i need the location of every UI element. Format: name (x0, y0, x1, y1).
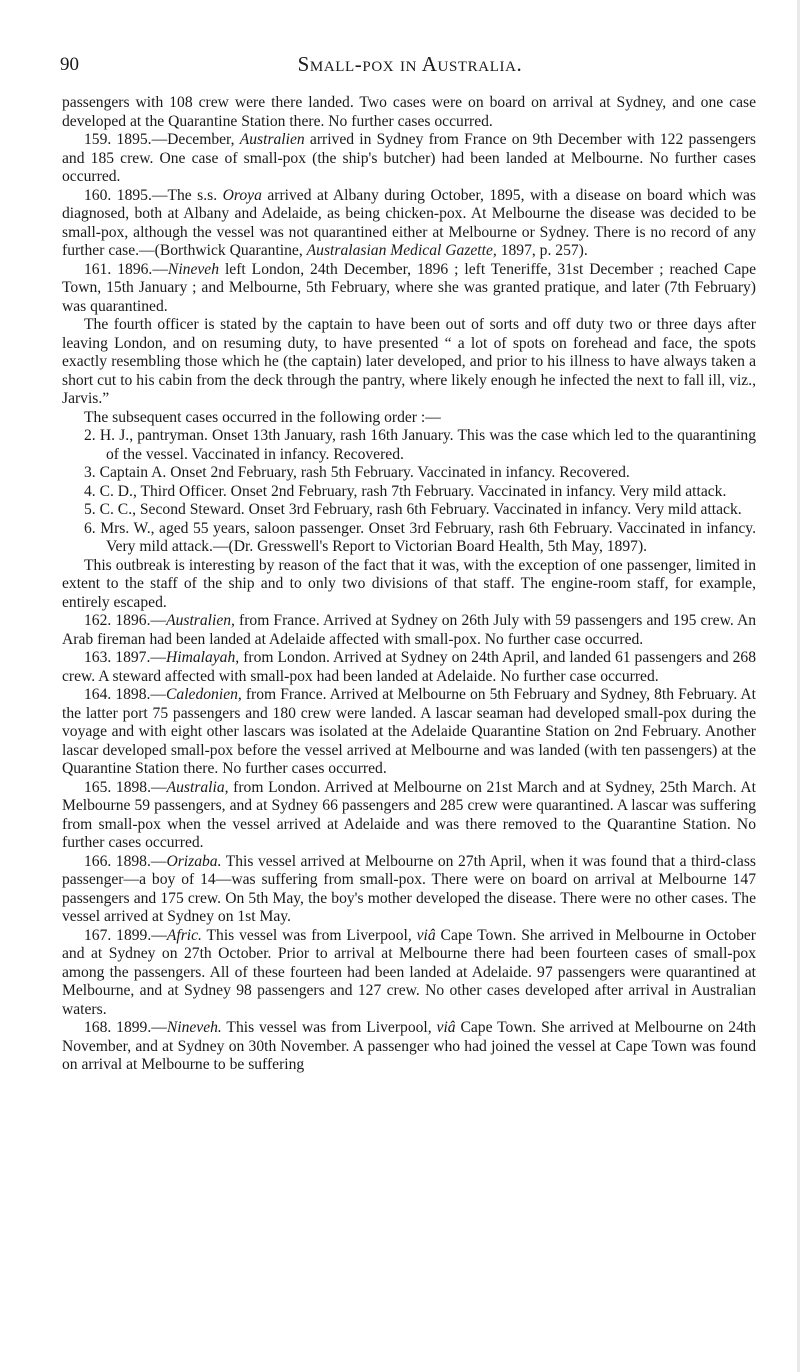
text-run: 165. 1898.— (84, 778, 167, 796)
text-run: arrived at Albany during October, 1895, with a disease on board which was diagnosed, both at Albany and Adelaide, as being chicken-pox. At Melbourne the disease was decided to be small-pox, although the vessel was not quarantined either at Melbourne or Sydney. There is no record of any further case.—(Borthwick Quarantine, (62, 186, 757, 259)
paragraph (62, 612, 756, 649)
italic-text: Nineveh (167, 260, 220, 278)
text-run: 160. 1895.—The s.s. (84, 186, 223, 204)
italic-text: viâ (436, 1019, 456, 1036)
paragraph (62, 316, 756, 409)
text-run: This vessel was from Liverpool, (221, 1019, 437, 1036)
case-list-item (84, 482, 756, 502)
text-run: arrived in Sydney from France on 9th December with 122 passengers and 185 crew. One case of small-pox (the ship's butcher) had been landed at Melbourne. No further cases occurred. (62, 131, 756, 185)
paragraph (62, 686, 756, 779)
text-run: passengers with 108 crew were there landed. Two cases were on board on arrival at Sydney, and one case developed at the Quarantine Station there. No further cases occurred. (62, 94, 756, 130)
paragraph (62, 779, 756, 853)
text-run: Cape Town. She arrived in Melbourne in October and at Sydney on 27th October. Prior to arrival at Melbourne there had been fourteen cases of small-pox among the passengers. All of these fourteen had been landed at Adelaide. 97 passengers were quarantined at Melbourne, and at Sydney 98 passengers and 127 crew. No other cases developed after arrival in Australian waters. (62, 926, 756, 1018)
text-run: 163. 1897.— (84, 649, 166, 666)
text-run: Cape Town. She arrived at Melbourne on 24th November, and at Sydney on 30th November. A passenger who had joined the vessel at Cape Town was found on arrival at Melbourne to be suffering (62, 1019, 756, 1073)
italic-text: viâ (416, 926, 436, 944)
text-run: The subsequent cases occurred in the following order :— (84, 408, 441, 426)
italic-text: Afric. (166, 926, 202, 944)
italic-text: Australia, (166, 778, 229, 796)
italic-text: Caledonien, (166, 686, 242, 703)
text-run: 167. 1899.— (84, 926, 167, 944)
body-text (62, 94, 756, 1075)
page-header (60, 50, 760, 80)
paragraph (62, 187, 756, 261)
text-run: from London. Arrived at Melbourne on 21st March and at Sydney, 25th March. At Melbourne 59 passengers, and at Sydney 66 passengers and 285 crew were quarantined. A lascar was suffering from small-pox when the vessel arrived at Adelaide and was there removed to the Quarantine Station. No further cases occurred. (62, 778, 756, 851)
paragraph (62, 261, 756, 317)
italic-text: Australien (239, 131, 305, 148)
text-run: from France. Arrived at Sydney on 26th July with 59 passengers and 195 crew. An Arab fireman had been landed at Adelaide affected with small-pox. No further case occurred. (62, 612, 756, 648)
text-run: 1897, p. 257). (496, 242, 588, 259)
text-run: 5. C. C., Second Steward. Onset 3rd February, rash 6th February. Vaccinated in infancy. Very mild attack. (84, 501, 742, 518)
text-run: 159. 1895.—December, (84, 131, 240, 148)
paragraph (62, 649, 756, 686)
paragraph (62, 94, 756, 131)
italic-text: Australasian Medical Gazette, (306, 242, 497, 259)
text-run: 4. C. D., Third Officer. Onset 2nd February, rash 7th February. Vaccinated in infancy. Very mild attack. (84, 482, 727, 500)
text-run: left London, 24th December, 1896 ; left Teneriffe, 31st December ; reached Cape Town, 15th January ; and Melbourne, 5th February, where she was granted pratique, and later (7th February) was quarantined. (62, 260, 756, 315)
page-number: 90 (60, 54, 79, 75)
case-list-item (84, 501, 756, 520)
text-run: from France. Arrived at Melbourne on 5th February and Sydney, 8th February. At the latter port 75 passengers and 180 crew were landed. A lascar seaman had developed small-pox during the voyage and with eight other lascars was isolated at the Adelaide Quarantine Station on 2nd February. Another lascar developed small-pox before the vessel arrived at Melbourne and was landed (with ten passengers) at the Quarantine Station there. No further cases occurred. (62, 686, 757, 777)
text-run: 166. 1898.— (84, 852, 167, 870)
text-run: 161. 1896.— (84, 260, 168, 278)
text-run: This outbreak is interesting by reason of the fact that it was, with the exception of one passenger, limited in extent to the staff of the ship and to only two divisions of that staff. The engine-room staff, for example, entirely escaped. (62, 556, 756, 611)
paragraph (62, 131, 756, 187)
italic-text: Orizaba. (166, 852, 222, 870)
text-run: 168. 1899.— (84, 1019, 167, 1036)
case-list-item (84, 464, 756, 483)
paragraph (62, 557, 756, 613)
case-list-item (84, 519, 756, 557)
text-run: 3. Captain A. Onset 2nd February, rash 5th February. Vaccinated in infancy. Recovered. (84, 464, 630, 481)
italic-text: Nineveh. (166, 1019, 222, 1036)
text-run: The fourth officer is stated by the captain to have been out of sorts and off duty two or three days after leaving London, and on resuming duty, to have presented “ a lot of spots on forehead and face, the spots exactly resembling those which he (the captain) later developed, and prior to his illness to have always taken a short cut to his cabin from the deck through the pantry, where likely enough he infected the next to fall ill, viz., Jarvis.” (62, 316, 756, 407)
text-run: 6. Mrs. W., aged 55 years, saloon passenger. Onset 3rd February, rash 6th February. Vaccinated in infancy. Very mild attack.—(Dr. Gresswell's Report to Victorian Board Health, 5th May, 1897). (84, 519, 756, 555)
italic-text: Australien, (166, 612, 235, 629)
italic-text: Oroya (222, 186, 262, 204)
text-run: 162. 1896.— (84, 612, 167, 629)
paragraph (62, 927, 756, 1020)
text-run: This vessel arrived at Melbourne on 27th April, when it was found that a third-class passenger—a boy of 14—was suffering from small-pox. There were on board on arrival at Melbourne 147 passengers and 175 crew. On 5th May, the boy's mother developed the disease. There were no other cases. The vessel arrived at Sydney on 1st May. (62, 852, 756, 925)
text-run: from London. Arrived at Sydney on 24th April, and landed 61 passengers and 268 crew. A steward affected with small-pox had been landed at Adelaide. No further case occurred. (62, 649, 757, 685)
text-run: This vessel was from Liverpool, (201, 926, 417, 944)
text-run: 164. 1898.— (84, 686, 167, 703)
running-title: Small-pox in Australia. (297, 52, 523, 76)
case-list-item (84, 427, 756, 464)
text-run: 2. H. J., pantryman. Onset 13th January, rash 16th January. This was the case which led to the quarantining of the vessel. Vaccinated in infancy. Recovered. (84, 427, 756, 463)
paragraph (62, 1019, 756, 1075)
paragraph (62, 853, 756, 927)
italic-text: Himalayah, (165, 649, 240, 666)
paragraph (62, 409, 756, 428)
